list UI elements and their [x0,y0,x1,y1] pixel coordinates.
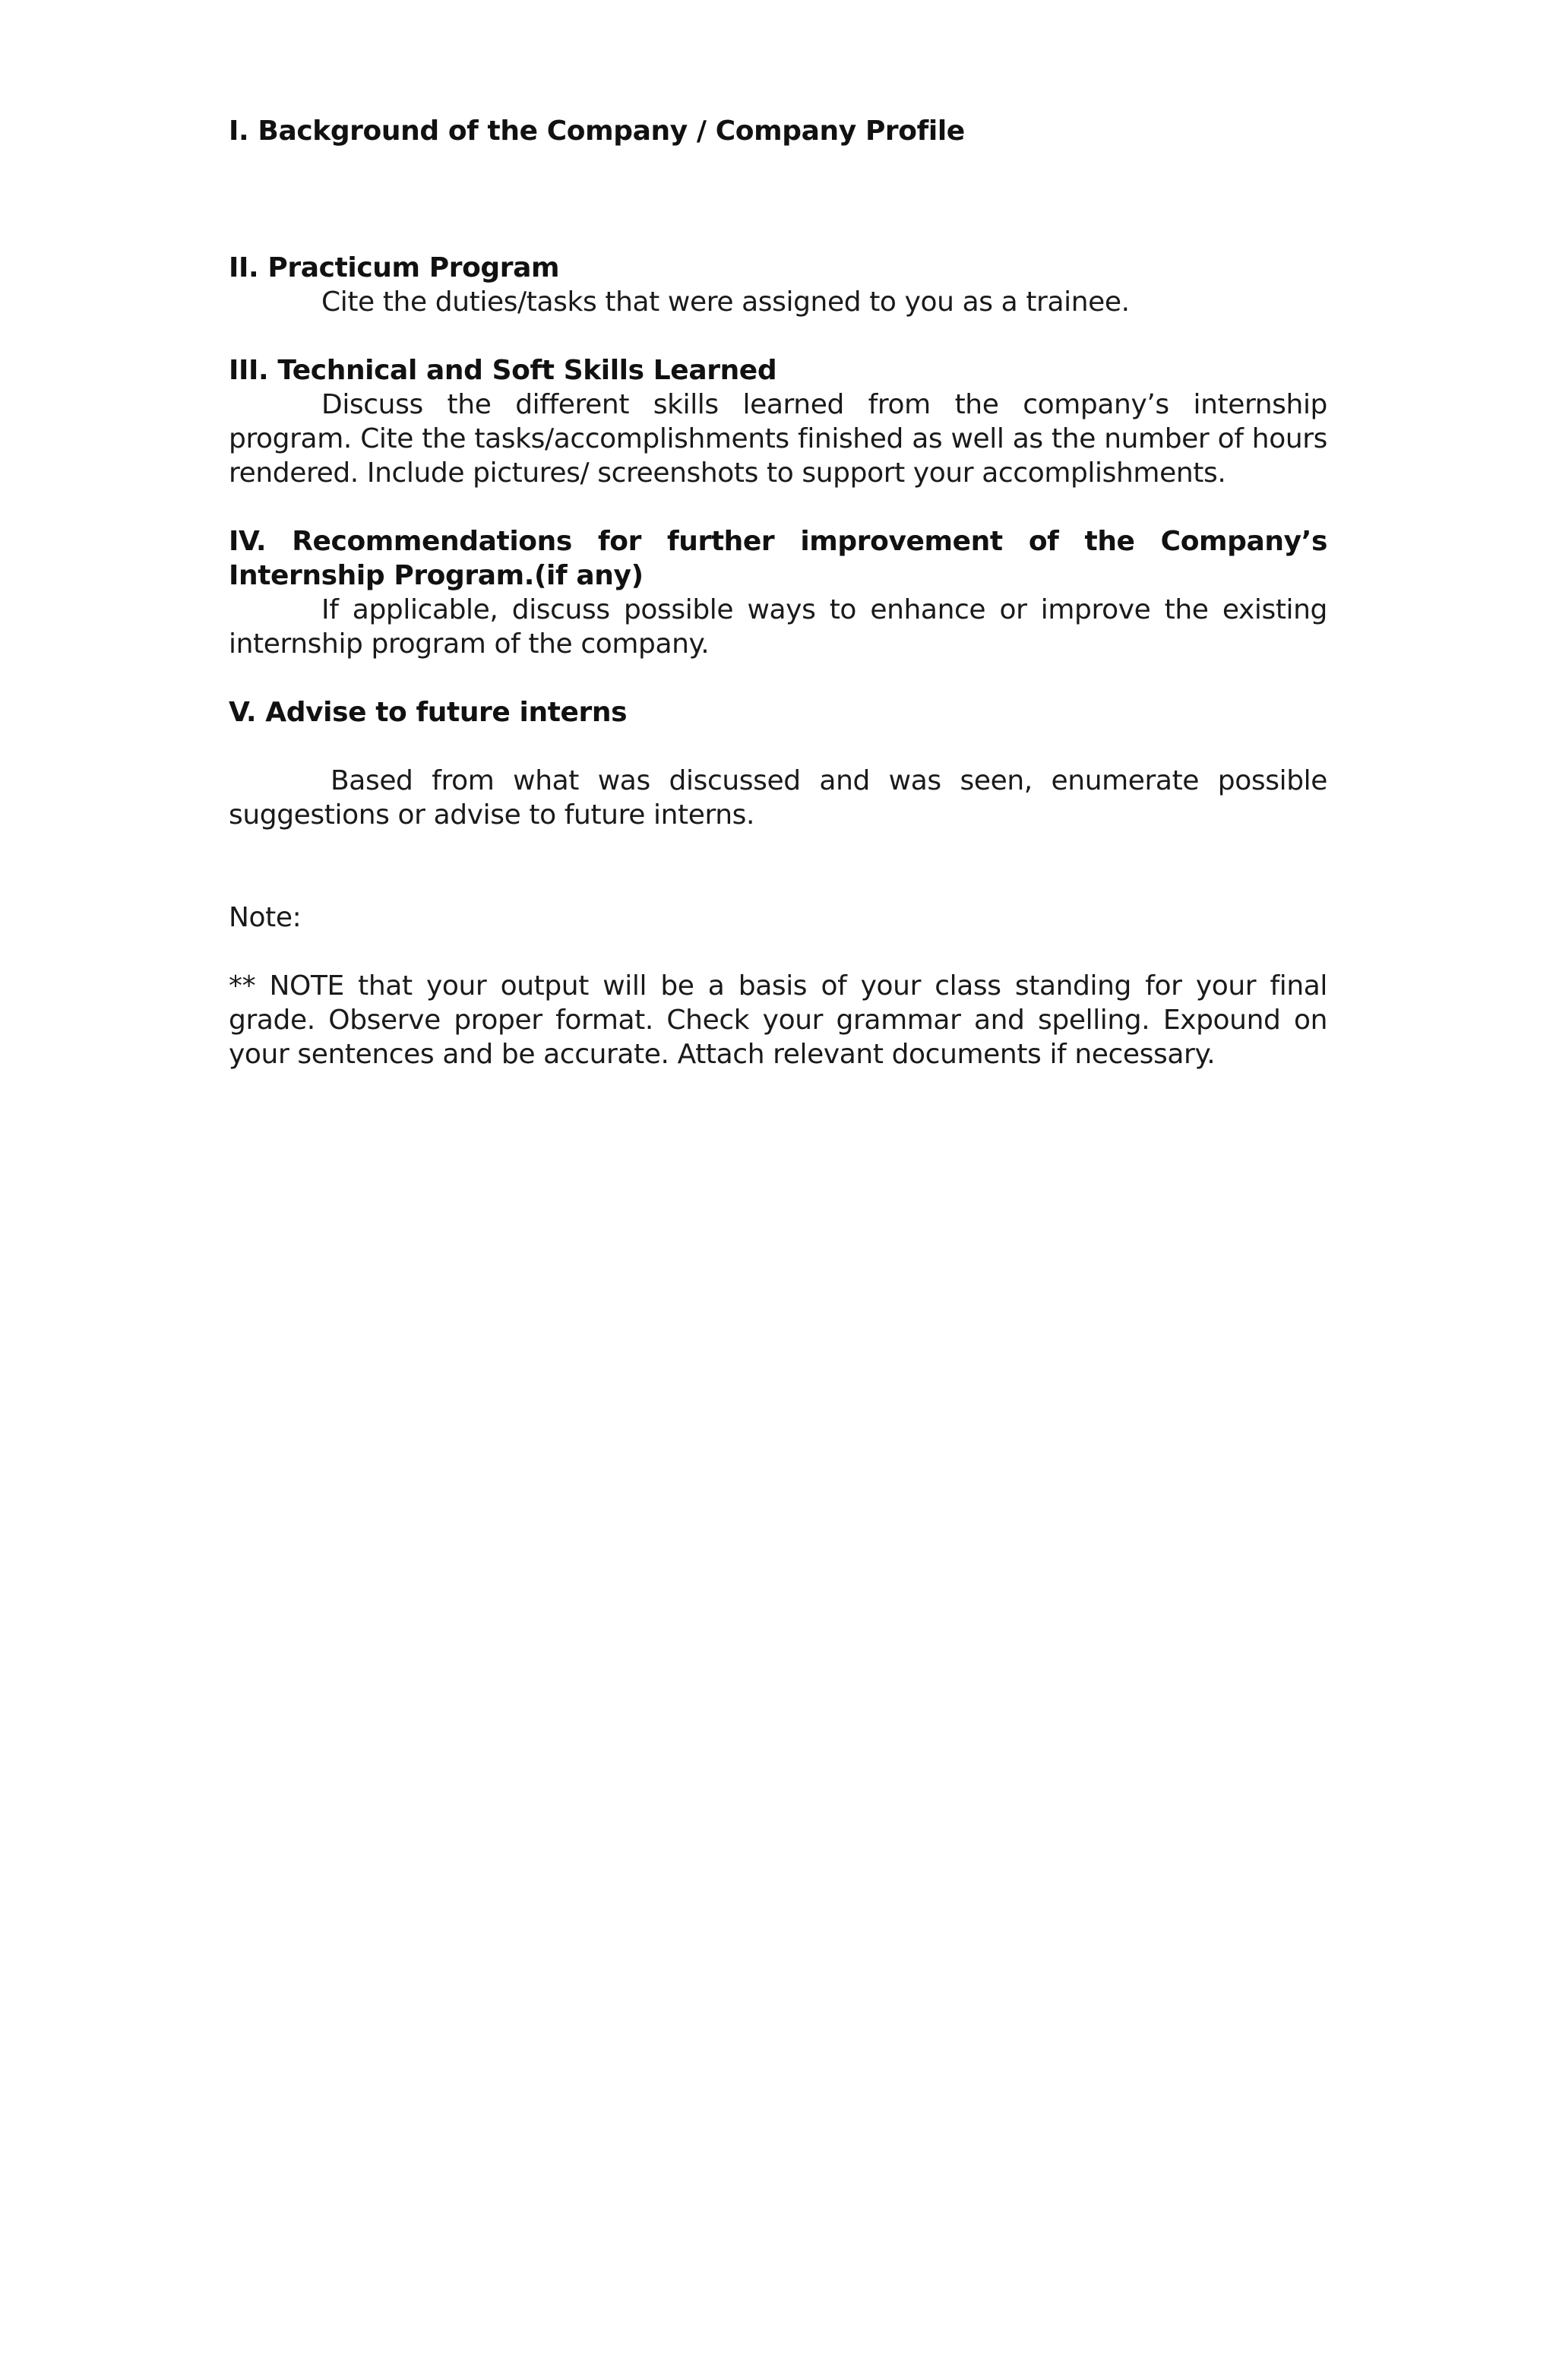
spacer [229,319,1327,353]
section-body-practicum: Cite the duties/tasks that were assigned to you as a trainee. [321,286,1130,318]
section-heading-background: I. Background of the Company / Company Profile [229,116,965,147]
section-body-advise: Based from what was discussed and was seen, enumerate possible suggestions or advise to future interns. [229,765,1327,831]
section-body-skills: Discuss the different skills learned from the company’s internship program. Cite the tasks/accomplishments finished as well as the number of hours rendered. Include pictures/ screenshots to support your accomplishments. [229,389,1327,489]
note-text: ** NOTE that your output will be a basis of your class standing for your final grade. Observe proper format. Check your grammar and spelling. Expound on your sentences and be accurate. Attach relevant documents if necessary. [229,970,1327,1070]
spacer [229,490,1327,524]
note-label: Note: [229,902,302,933]
spacer [229,832,1327,866]
document-page [229,114,1327,1071]
spacer [229,730,1327,764]
section-heading-advise: V. Advise to future interns [229,697,628,728]
section-heading-practicum: II. Practicum Program [229,252,560,283]
section-heading-recommendations: IV. Recommendations for further improvement of the Company’s Internship Program.(if any) [229,526,1327,591]
spacer [229,866,1327,900]
spacer [229,661,1327,695]
section-heading-skills: III. Technical and Soft Skills Learned [229,355,777,386]
section-body-recommendations: If applicable, discuss possible ways to enhance or improve the existing internship program of the company. [229,594,1327,660]
spacer [229,148,1327,251]
spacer [229,935,1327,969]
